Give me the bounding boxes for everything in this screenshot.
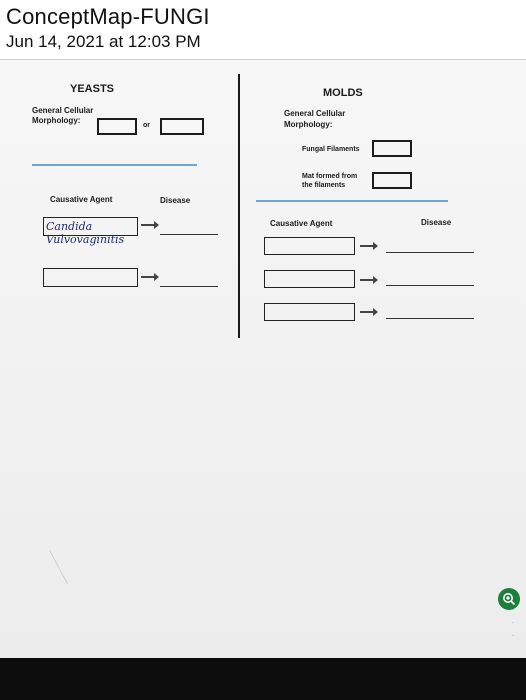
yeasts-causative-agent-label: Causative Agent [50,195,113,204]
tick-mark-icon: · [511,617,515,627]
yeasts-blue-rule [32,164,197,166]
right-arrow-icon [141,224,157,226]
yeasts-disease-line-2[interactable] [160,286,218,287]
bottom-toolbar [0,658,526,700]
molds-causative-agent-label: Causative Agent [270,219,333,228]
molds-heading: MOLDS [323,87,363,99]
yeasts-disease-label: Disease [160,196,191,205]
note-title[interactable]: ConceptMap-FUNGI [6,4,210,29]
faint-pen-mark [49,550,68,584]
molds-agent-box-3[interactable] [264,303,355,321]
document-canvas[interactable] [0,60,526,658]
right-arrow-icon [360,245,376,247]
molds-blue-rule [256,200,448,202]
molds-disease-label: Disease [421,218,452,227]
mat-label-2: the filaments [302,182,346,189]
molds-disease-line-1[interactable] [386,252,474,253]
yeasts-morphology-label-2: Morphology: [32,116,81,125]
zoom-in-button[interactable] [498,588,520,610]
right-arrow-icon [141,276,157,278]
mat-filaments-box[interactable] [372,172,412,189]
molds-agent-box-1[interactable] [264,237,355,255]
yeasts-or-text: or [143,122,150,129]
mat-label-1: Mat formed from [302,173,358,180]
molds-disease-line-3[interactable] [386,318,474,319]
note-timestamp: Jun 14, 2021 at 12:03 PM [6,32,201,51]
zoom-in-icon [502,592,516,606]
section-divider [238,74,240,338]
note-header [0,0,526,60]
molds-morphology-label-2: Morphology: [284,120,333,129]
right-arrow-icon [360,279,376,281]
tick-mark-icon: · [511,630,515,640]
molds-agent-box-2[interactable] [264,270,355,288]
yeasts-heading: YEASTS [70,83,115,95]
yeasts-agent-box-1[interactable] [43,217,138,246]
yeasts-disease-line-1[interactable] [160,234,218,235]
yeasts-morphology-label-1: General Cellular [32,106,94,115]
handwritten-agent-text: Candida Vulvovaginitis [46,220,125,246]
right-arrow-icon [360,311,376,313]
fungal-filaments-label: Fungal Filaments [302,146,360,153]
yeasts-agent-box-2[interactable] [43,268,138,287]
fungal-filaments-box[interactable] [372,140,412,157]
yeasts-morphology-box-1[interactable] [97,118,137,135]
molds-disease-line-2[interactable] [386,285,474,286]
yeasts-morphology-box-2[interactable] [160,118,204,135]
molds-morphology-label-1: General Cellular [284,109,346,118]
